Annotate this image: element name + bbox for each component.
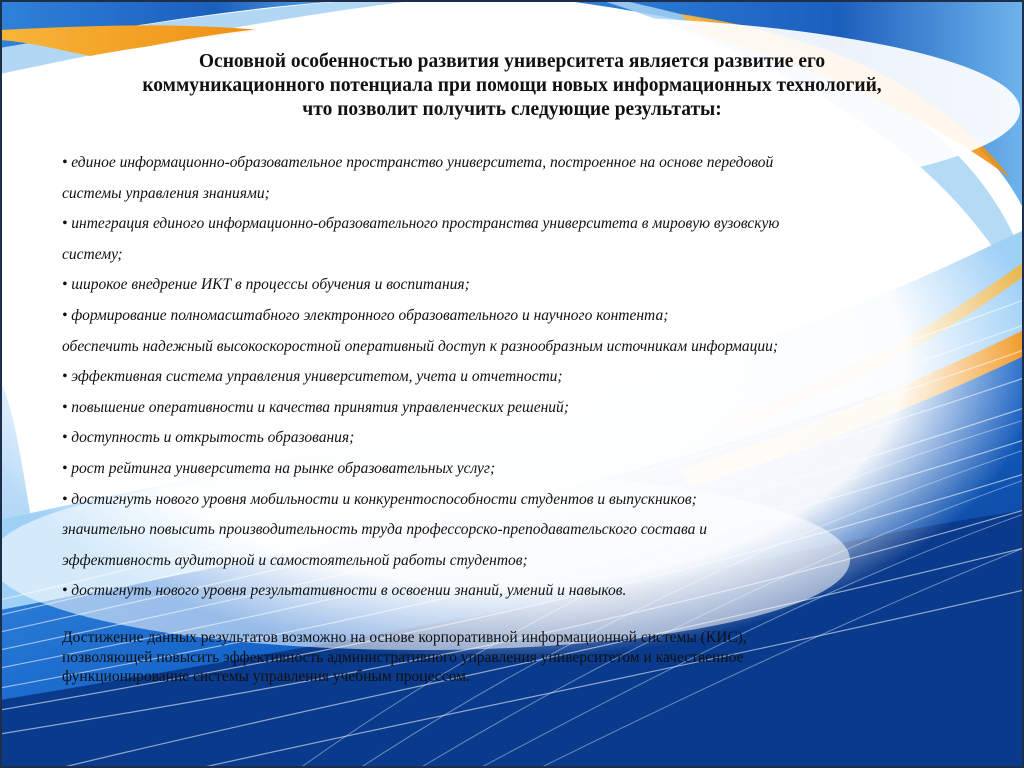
- list-item: систему;: [62, 245, 123, 263]
- list-item: • доступность и открытость образования;: [62, 429, 355, 447]
- list-item: системы управления знаниями;: [62, 184, 270, 202]
- list-item: • интеграция единого информационно-образовательного пространства университета в мировую вузовскую: [62, 215, 780, 233]
- list-item: • единое информационно-образовательное пространство университета, построенное на основе передовой: [62, 154, 774, 171]
- slide-heading: [40, 50, 984, 122]
- list-item: • повышение оперативности и качества принятия управленческих решений;: [62, 398, 569, 416]
- list-item: • рост рейтинга университета на рынке образовательных услуг;: [62, 459, 496, 477]
- list-item: обеспечить надежный высокоскоростной оперативный доступ к разнообразным источникам информации;: [62, 337, 779, 355]
- list-item: • достигнуть нового уровня мобильности и конкурентоспособности студентов и выпускников;: [62, 490, 697, 508]
- list-item: • широкое внедрение ИКТ в процессы обучения и воспитания;: [62, 276, 470, 294]
- conclusion-line: Достижение данных результатов возможно на основе корпоративной информационной системы (КИС),: [62, 629, 747, 646]
- list-item: • достигнуть нового уровня результативности в освоении знаний, умений и навыков.: [62, 582, 627, 600]
- list-item: значительно повысить производительность труда профессорско-преподавательского состава и: [62, 521, 708, 539]
- heading-line: что позволит получить следующие результаты:: [302, 99, 722, 120]
- conclusion-paragraph: [62, 628, 962, 687]
- conclusion-line: функционирование системы управления учебным процессом.: [62, 668, 470, 685]
- heading-line: коммуникационного потенциала при помощи новых информационных технологий,: [142, 75, 882, 96]
- list-item: • эффективная система управления университетом, учета и отчетности;: [62, 368, 563, 386]
- heading-line: Основной особенностью развития университета является развитие его: [198, 51, 826, 72]
- list-item: • формирование полномасштабного электронного образовательного и научного контента;: [62, 306, 669, 324]
- results-list: [62, 148, 982, 607]
- conclusion-line: позволяющей повысить эффективность административного управления университетом и качественное: [62, 648, 744, 666]
- list-item: эффективность аудиторной и самостоятельной работы студентов;: [62, 551, 528, 569]
